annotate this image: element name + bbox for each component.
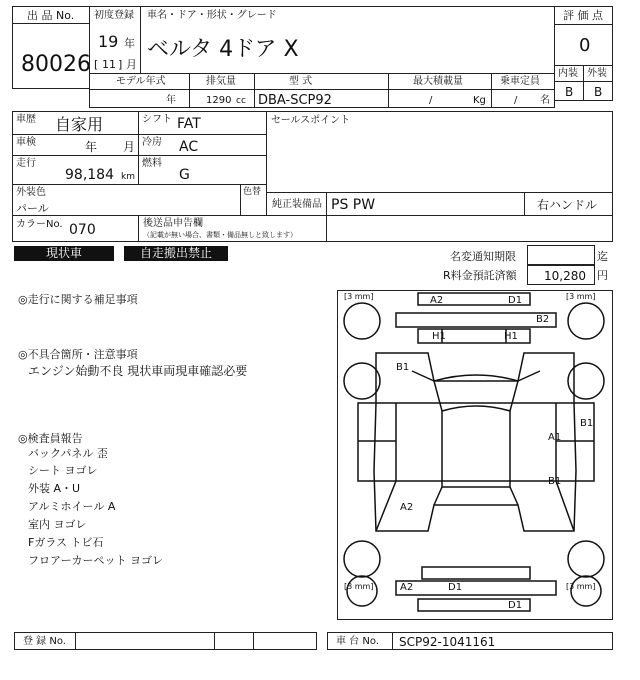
tire-label-fr: [3 mm]: [566, 292, 596, 301]
mark-rear-d1: D1: [448, 582, 463, 593]
load-label: 最大積載量: [413, 76, 463, 87]
shift-cell: [138, 111, 267, 135]
fuel-value: G: [179, 167, 190, 183]
history-label: 車歴: [16, 114, 36, 125]
inspection-label: 車検: [16, 137, 36, 148]
chassis-label: 車 台 No.: [336, 636, 379, 647]
inspector-item: シート ヨゴレ: [28, 464, 98, 477]
name-change-box: [527, 245, 595, 265]
first-reg-label: 初度登録: [94, 10, 134, 21]
exterior-grade: B: [594, 85, 603, 99]
driving-note-title: ◎走行に関する補足事項: [18, 293, 138, 306]
reg-no-cell-2: [214, 632, 254, 650]
mark-front-a2: A2: [430, 295, 444, 306]
ac-cell: [138, 134, 267, 156]
model-year-unit: 年: [166, 95, 176, 106]
inspector-item: フロアーカーペット ヨゴレ: [28, 554, 163, 567]
first-reg-month-unit: 月: [126, 58, 137, 71]
ac-label: 冷房: [142, 137, 162, 148]
recycle-unit: 円: [597, 269, 608, 282]
mileage-cell: [12, 155, 139, 185]
color-change-label: 色替: [243, 187, 262, 197]
capacity-slash: /: [514, 95, 518, 106]
shift-label: シフト: [142, 114, 172, 125]
exterior-grade-cell: [583, 81, 613, 101]
chassis-cell: [392, 632, 613, 650]
current-car-badge: 現状車: [14, 246, 114, 261]
ext-color-label: 外装色: [16, 187, 46, 198]
tire-circles: [344, 303, 604, 606]
inspector-item: 外装 A・U: [28, 482, 81, 495]
mark-right-b1-top: B1: [580, 418, 594, 429]
inspector-title: ◎検査員報告: [18, 432, 83, 445]
handle-value: 右ハンドル: [537, 198, 598, 212]
capacity-unit: 名: [540, 95, 550, 106]
color-no-label: カラーNo.: [16, 219, 63, 230]
inspector-item: アルミホイール A: [28, 500, 116, 513]
sales-point-cell: [266, 111, 613, 193]
equipment-cell: [326, 192, 525, 216]
displacement-value: 1290: [206, 95, 232, 106]
handle-cell: [524, 192, 613, 216]
car-name: ベルタ 4ドア X: [147, 37, 299, 62]
reg-no-label-cell: [14, 632, 76, 650]
rear-doc-label: 後送品申告欄: [143, 218, 203, 229]
mark-h1-right: H1: [504, 331, 518, 342]
displacement-unit: cc: [236, 96, 246, 106]
mark-rear-a2: A2: [400, 582, 414, 593]
inspection-month-unit: 月: [123, 140, 136, 154]
first-reg-year-unit: 年: [124, 37, 135, 50]
chassis-label-cell: [327, 632, 393, 650]
fuel-cell: [138, 155, 267, 185]
interior-grade: B: [565, 85, 574, 99]
defect-title: ◎不具合箇所・注意事項: [18, 348, 138, 361]
type-cell: [254, 73, 389, 108]
shift-value: FAT: [177, 116, 201, 132]
load-cell: [388, 73, 492, 108]
lot-number: 80026: [21, 52, 91, 77]
inspection-cell: [12, 134, 139, 156]
inspector-item: 室内 ヨゴレ: [28, 518, 87, 531]
mark-right-b1: B1: [548, 476, 562, 487]
exterior-label: 外装: [587, 68, 607, 79]
type-value: DBA-SCP92: [258, 93, 332, 108]
exterior-label-cell: [583, 65, 613, 82]
capacity-cell: [491, 73, 555, 108]
reg-no-cell-3: [253, 632, 317, 650]
car-diagram: [337, 290, 613, 620]
mark-rear-d1-bottom: D1: [508, 600, 523, 611]
lot-label: 出 品 No.: [27, 9, 75, 22]
lot-number-cell: [12, 23, 90, 89]
equipment-label-cell: [266, 192, 327, 216]
lot-label-cell: [12, 6, 90, 24]
ext-color-cell: [12, 184, 241, 216]
spec-divider: [89, 89, 555, 90]
displacement-cell: [189, 73, 255, 108]
inspector-item: Fガラス トビ石: [28, 536, 104, 549]
tire-label-rr: [3 mm]: [566, 582, 596, 591]
no-self-drive-badge: 自走搬出禁止: [124, 246, 228, 261]
equipment-label: 純正装備品: [272, 199, 322, 210]
interior-label-cell: [554, 65, 584, 82]
mileage-label: 走行: [16, 158, 36, 169]
car-name-label: 車名・ドア・形状・グレード: [147, 10, 277, 21]
mark-front-b2: B2: [536, 314, 550, 325]
fuel-label: 燃料: [142, 158, 162, 169]
inspector-item: バックパネル 歪: [28, 447, 108, 460]
car-name-cell: [140, 6, 555, 74]
reg-no-cell: [75, 632, 215, 650]
capacity-label: 乗車定員: [500, 76, 540, 87]
model-year-cell: [89, 73, 190, 108]
equipment-value: PS PW: [331, 197, 376, 213]
mark-h1-left: H1: [432, 331, 446, 342]
rear-doc-note: （記載が無い場合、書類・備品無しと致します）: [143, 231, 297, 239]
score-label-cell: [554, 6, 613, 25]
mileage-value: 98,184: [65, 167, 114, 183]
score-label: 評 価 点: [563, 9, 603, 22]
tire-label-fl: [3 mm]: [344, 292, 374, 301]
mark-right-a1: A1: [548, 432, 562, 443]
color-change-cell: [240, 184, 267, 216]
first-reg-cell: [89, 6, 141, 74]
reg-no-label: 登 録 No.: [23, 636, 66, 647]
inspection-year-unit: 年: [85, 140, 98, 154]
first-reg-year: 19: [98, 32, 119, 51]
recycle-label: R料金預託済額: [443, 269, 517, 282]
color-no-value: 070: [69, 222, 96, 238]
type-label: 型 式: [289, 76, 313, 87]
score-value: 0: [579, 35, 591, 56]
recycle-amount: 10,280: [544, 269, 586, 283]
model-year-label: モデル年式: [116, 76, 166, 87]
score-cell: [554, 24, 613, 66]
history-value: 自家用: [55, 115, 104, 134]
rear-doc-cell: [138, 215, 327, 242]
interior-grade-cell: [554, 81, 584, 101]
mark-left-b1: B1: [396, 362, 410, 373]
first-reg-bracket-open: [: [94, 58, 99, 71]
interior-label: 内装: [558, 68, 578, 79]
name-change-label: 名変通知期限: [450, 250, 516, 263]
first-reg-month: 11: [102, 58, 116, 71]
load-unit: Kg: [473, 95, 486, 106]
defect-text: エンジン始動不良 現状車両現車確認必要: [28, 364, 248, 378]
displacement-label: 排気量: [206, 76, 236, 87]
chassis-number: SCP92-1041161: [399, 635, 496, 649]
name-change-unit: 迄: [597, 250, 608, 263]
recycle-box: [527, 265, 595, 285]
rear-doc-blank: [326, 215, 613, 242]
load-slash: /: [429, 95, 433, 106]
first-reg-bracket-close: ]: [118, 58, 123, 71]
ac-value: AC: [179, 139, 199, 155]
mark-left-a2: A2: [400, 502, 414, 513]
ext-color-value: パール: [16, 202, 49, 215]
sales-point-label: セールスポイント: [271, 115, 351, 126]
history-cell: [12, 111, 139, 135]
mileage-unit: km: [121, 172, 135, 182]
tire-label-rl: [3 mm]: [344, 582, 374, 591]
color-no-cell: [12, 215, 139, 242]
mark-front-d1: D1: [508, 295, 523, 306]
